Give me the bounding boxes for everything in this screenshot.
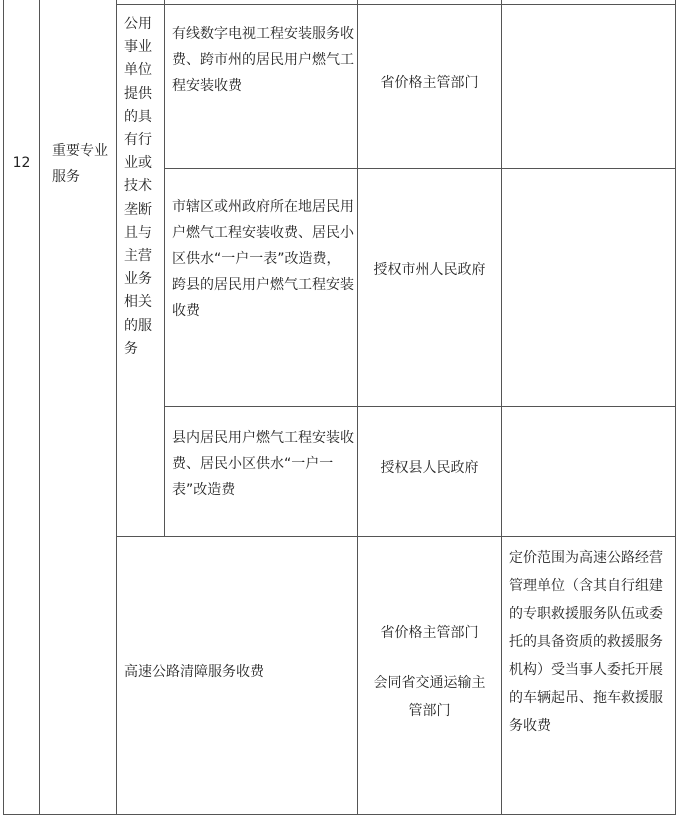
- table-rule: [164, 168, 675, 169]
- item-authority: 授权县人民政府: [380, 460, 479, 476]
- table-rule: [3, 814, 675, 815]
- table-rule: [164, 0, 165, 537]
- table-rule: [116, 0, 117, 815]
- table-rule: [164, 406, 675, 407]
- row-number: 12: [12, 155, 31, 171]
- table-rule: [116, 536, 675, 537]
- table-rule: [501, 0, 502, 815]
- table-rule: [357, 0, 358, 815]
- item-content: 县内居民用户燃气工程安装收费、居民小区供水“一户一表”改造费: [172, 430, 354, 498]
- item-content: 市辖区或州政府所在地居民用户燃气工程安装收费、居民小区供水“一户一表”改造费，跨县的居民用户燃气工程安装收费: [172, 199, 354, 319]
- subcategory-cell: 公用事业单位提供的具有行业或技术垄断且与主营业务相关的服务: [124, 16, 152, 357]
- highway-authority-joint: 会同省交通运输主管部门: [373, 675, 486, 719]
- item-authority: 授权市州人民政府: [373, 262, 486, 278]
- table-rule: [675, 0, 676, 815]
- category-cell: 重要专业服务: [52, 143, 108, 185]
- highway-authority: 省价格主管部门: [380, 625, 479, 641]
- highway-note: 定价范围为高速公路经营管理单位（含其自行组建的专职救援服务队伍或委托的具备资质的救援服务机构）受当事人委托开展的车辆起吊、拖车救援服务收费: [509, 550, 663, 734]
- item-content: 有线数字电视工程安装服务收费、跨市州的居民用户燃气工程安装收费: [172, 26, 354, 94]
- table-rule: [3, 0, 4, 815]
- table-rule: [116, 4, 675, 5]
- item-authority: 省价格主管部门: [380, 75, 479, 91]
- highway-content: 高速公路清障服务收费: [124, 664, 264, 680]
- table-rule: [39, 0, 40, 815]
